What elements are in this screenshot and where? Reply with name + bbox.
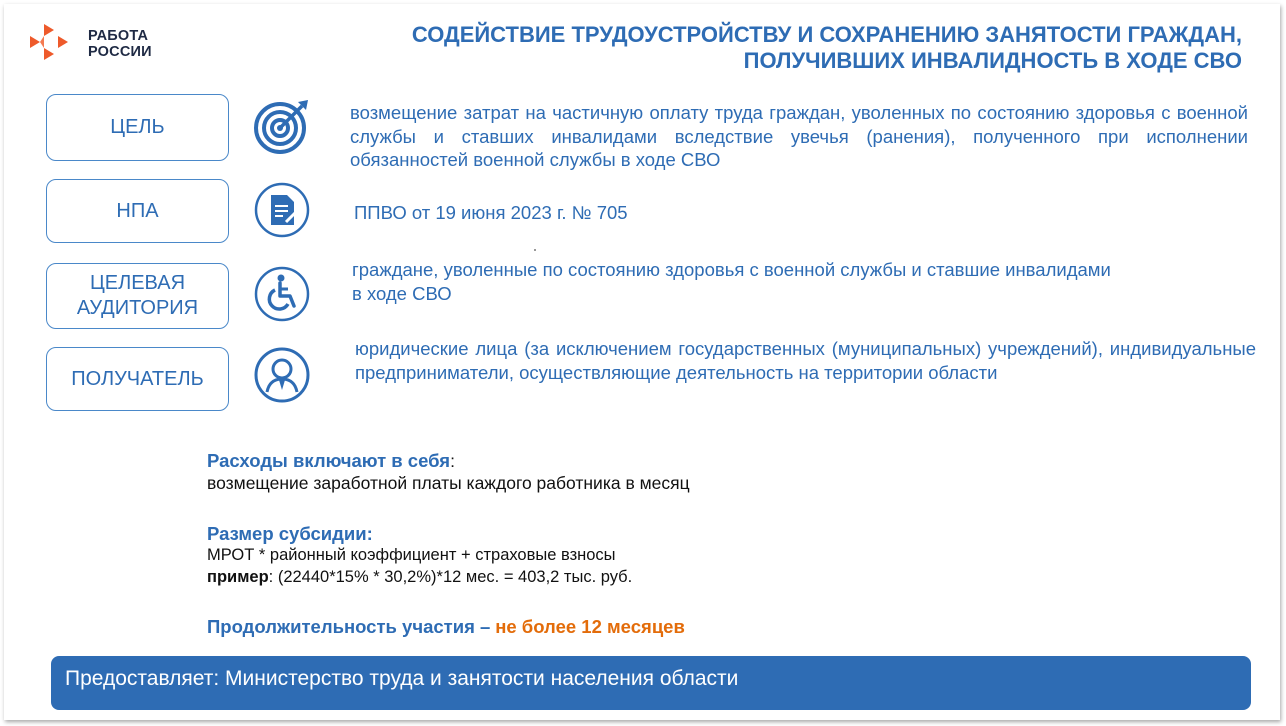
wheelchair-icon [254,266,310,322]
subsidy-formula: МРОТ * районный коэффициент + страховые взносы [207,546,616,564]
logo-line1: РАБОТА [88,28,149,44]
subsidy-heading: Размер субсидии: [207,523,373,544]
stray-dot [534,249,536,251]
goal-text: возмещение затрат на частичную оплату труда граждан, уволенных по состоянию здоровья с военной службы и ставших инвалидами вследствие увечья (ранения), полученного при исполнении обязанностей военной службы в ходе СВО [350,102,1248,170]
expenses-heading: Расходы включают в себя [207,450,451,471]
logo-mark-icon [30,20,86,76]
provider-text: Предоставляет: Министерство труда и занятости населения области [65,667,739,690]
label-audience-line1: ЦЕЛЕВАЯ [89,272,186,294]
audience-text-line2: в ходе СВО [352,282,452,304]
audience-text [352,258,1252,305]
label-audience-line2: АУДИТОРИЯ [76,297,199,319]
duration-value: не более 12 месяцев [495,616,685,637]
npa-text: ППВО от 19 июня 2023 г. № 705 [354,202,628,223]
expenses-colon: : [450,451,455,471]
label-goal-text: ЦЕЛЬ [110,116,165,138]
label-audience [46,263,229,329]
label-npa-text: НПА [116,199,159,222]
document-icon [254,182,310,238]
title-line2: ПОЛУЧИВШИХ ИНВАЛИДНОСТЬ В ХОДЕ СВО [743,48,1242,73]
label-goal [46,94,229,161]
person-icon [254,347,310,403]
label-recipient-text: ПОЛУЧАТЕЛЬ [71,367,204,390]
subsidy-example-label: пример [207,568,269,586]
label-npa [46,179,229,243]
expenses-text: возмещение заработной платы каждого работника в месяц [207,473,690,493]
title-line1: СОДЕЙСТВИЕ ТРУДОУСТРОЙСТВУ И СОХРАНЕНИЮ ЗАНЯТОСТИ ГРАЖДАН, [411,22,1242,47]
slide [4,4,1280,720]
page-title [242,22,1242,74]
expenses-block [207,450,690,494]
subsidy-example-text: : (22440*15% * 30,2%)*12 мес. = 403,2 тыс. руб. [268,568,633,586]
duration-block [207,616,685,638]
subsidy-example [207,566,632,588]
recipient-text: юридические лица (за исключением государственных (муниципальных) учреждений), индивидуальные предприниматели, осуществляющие деятельность на территории области [355,338,1256,383]
logo-line2: РОССИИ [88,44,152,60]
subsidy-block [207,523,632,588]
audience-text-line1: граждане, уволенные по состоянию здоровья с военной службы и ставшие инвалидами [352,259,1111,280]
target-icon [254,98,310,154]
duration-label: Продолжительность участия – [207,616,491,637]
provider-banner [51,656,1251,710]
label-recipient [46,347,229,411]
label-audience-text [77,271,198,321]
logo-text [88,28,152,60]
